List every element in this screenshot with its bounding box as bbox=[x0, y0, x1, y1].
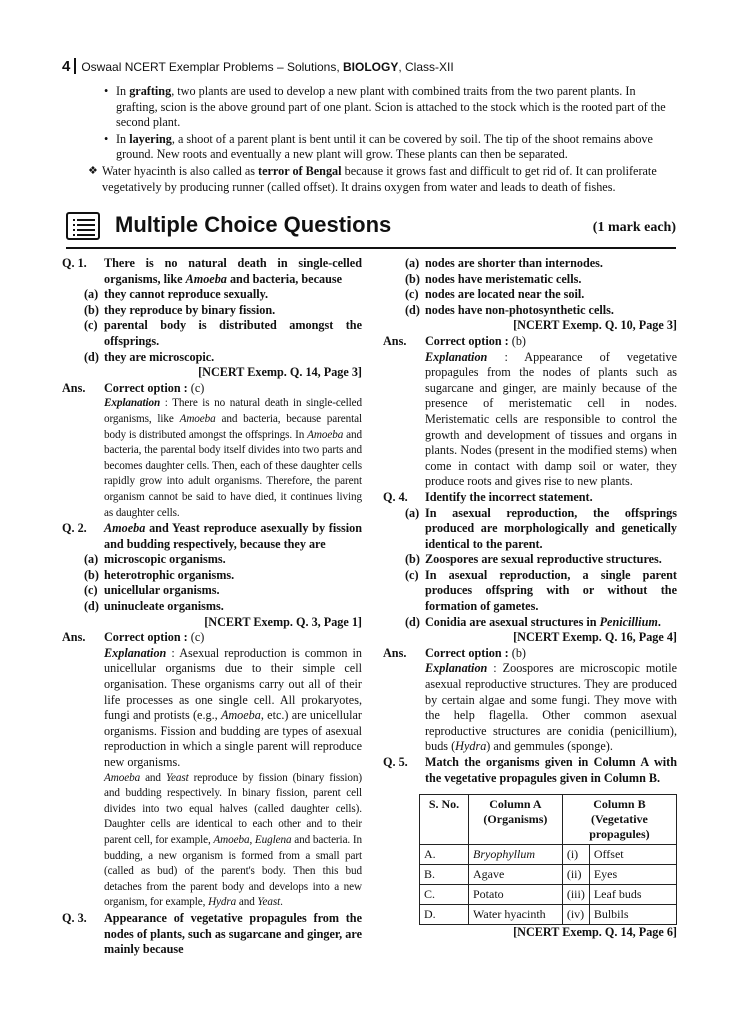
book-subject: BIOLOGY bbox=[343, 60, 399, 74]
section-marks: (1 mark each) bbox=[592, 220, 676, 235]
option-c: (c) parental body is distributed amongst the offsprings. bbox=[84, 318, 362, 348]
list-icon bbox=[66, 212, 100, 240]
question-label: Q. 5. bbox=[383, 755, 408, 769]
answer-4: Ans. Correct option : (b) bbox=[383, 645, 526, 660]
option-a: (a) microscopic organisms. bbox=[84, 552, 226, 567]
explanation-2: Explanation : Asexual reproduction is common in unicellular organisms due to their simple cell organisation. These organisms carry out all of their life processes as one single cell. All prokaryotes, fungi and protists (e.g., Amoeba, etc.) are unicellular organisms. Fission and budding are types of asexual reproduction in which a single parent will reproduce new organisms. bbox=[104, 645, 362, 769]
question-4: Q. 4. Identify the incorrect statement. bbox=[383, 489, 593, 504]
right-column bbox=[383, 256, 677, 941]
bullet-layering: • In layering, a shoot of a parent plant is bent until it can be covered by soil. The tip of the shoot remains above ground. New roots and eventually a new plant will grow. These plants can then be separated. bbox=[104, 131, 653, 162]
section-rule bbox=[66, 247, 676, 249]
correct-option-value: (c) bbox=[190, 630, 205, 645]
intro-notes bbox=[62, 84, 676, 195]
bullet-icon: • bbox=[104, 84, 109, 98]
running-header bbox=[62, 58, 454, 75]
correct-option-value: (c) bbox=[190, 380, 205, 395]
option-a: (a) they cannot reproduce sexually. bbox=[84, 287, 269, 302]
table-row: D. Water hyacinth (iv) Bulbils bbox=[420, 905, 677, 925]
header-divider bbox=[74, 58, 76, 74]
explanation-4: Explanation : Zoospores are microscopic motile asexual reproductive structures. They are produced by certain algae and some fungi. They move with the help flagella. Other common asexual reproductive structures are conidia (penicillium), buds (Hydra) and gemmules (sponge). bbox=[425, 661, 677, 754]
term-layering: layering bbox=[129, 131, 172, 146]
bullet-icon: • bbox=[104, 131, 109, 146]
question-1: Q. 1. There is no natural death in single-celled organisms, like Amoeba and bacteria, because bbox=[62, 256, 362, 286]
question-label: Q. 2. bbox=[62, 521, 87, 536]
question-2: Q. 2. Amoeba and Yeast reproduce asexually by fission and budding respectively, because they are bbox=[62, 521, 362, 551]
note-water-hyacinth: ❖ Water hyacinth is also called as terror of Bengal because it grows fast and difficult to get rid of. It can proliferate vegetatively by producing runner (called offset). It drains oxygen from water and leads to death of fishes. bbox=[88, 163, 657, 194]
option-d: (d) nodes have non-photosynthetic cells. bbox=[405, 302, 614, 317]
section-header bbox=[66, 212, 676, 244]
option-b: (b) nodes have meristematic cells. bbox=[405, 271, 582, 286]
question-label: Q. 4. bbox=[383, 489, 408, 504]
option-a: (a) nodes are shorter than internodes. bbox=[405, 256, 603, 270]
explanation-3: Explanation : Appearance of vegetative propagules from the nodes of plants such as sugarcane and ginger, are mainly because of the presence of meristematic cell in nodes. Meristematic cells are responsible to control the growth and development of tissues and organs in plants. Nodes (present in the modified stems) when come in contact with damp soil or water, they produce roots and gives rise to new plants. bbox=[425, 349, 677, 489]
reference: [NCERT Exemp. Q. 10, Page 3] bbox=[513, 318, 677, 333]
explanation-2-continued: Amoeba and Yeast reproduce by fission (binary fission) and budding respectively. In binary fission, parent cell divides into two equal halves (called daughter cells). Daughter cells are identical to each other and to their parent cell, for example, Amoeba, Euglena and bacteria. In budding, a new organism is formed from a small part (called as bud) of the parent's body. Then this bud detaches from the parent body and develops into a new organism, for example, Hydra and Yeast. bbox=[104, 771, 362, 909]
header-column-b: Column B (Vegetative propagules) bbox=[562, 795, 676, 845]
correct-option-value: (b) bbox=[511, 333, 526, 348]
table-row: B. Agave (ii) Eyes bbox=[420, 865, 677, 885]
explanation-1: Explanation : There is no natural death in single-celled organisms, like Amoeba and bacteria, because parental body is distributed amongst the offsprings. In Amoeba and bacteria, the parental body itself divides into two parts and becomes daughter cells. Then, each of these daughter cells rapidly grow into adult organisms. Therefore, the parent organism cannot be said to have died, it continues living as daughter cells. bbox=[104, 397, 362, 519]
question-3: Q. 3. Appearance of vegetative propagules from the nodes of plants, such as sugarcane and ginger, are mainly because bbox=[62, 910, 362, 957]
option-b: (b) heterotrophic organisms. bbox=[84, 567, 235, 582]
table-row: C. Potato (iii) Leaf buds bbox=[420, 885, 677, 905]
bullet-grafting: • In grafting, two plants are used to develop a new plant with combined traits from the two parent plants. In grafting, scion is the above ground part of one plant. Scion is attached to the stock which is the rooted part of the second plant. bbox=[104, 84, 666, 130]
book-class: , Class-XII bbox=[398, 60, 454, 74]
option-c: (c) unicellular organisms. bbox=[84, 583, 220, 598]
option-a: (a) In asexual reproduction, the offsprings produced are morphologically and genetically identical to the parent. bbox=[405, 505, 677, 551]
correct-option-value: (b) bbox=[511, 645, 526, 660]
table-header-row bbox=[420, 795, 677, 845]
answer-2: Ans. Correct option : (c) bbox=[62, 630, 205, 645]
table-row: A. Bryophyllum (i) Offset bbox=[420, 845, 677, 865]
option-d: (d) they are microscopic. bbox=[84, 349, 215, 364]
book-title: Oswaal NCERT Exemplar Problems – Solutions, bbox=[81, 60, 343, 74]
option-b: (b) Zoospores are sexual reproductive structures. bbox=[405, 552, 662, 567]
diamond-bullet-icon: ❖ bbox=[88, 164, 98, 177]
option-c: (c) nodes are located near the soil. bbox=[405, 287, 585, 302]
option-c: (c) In asexual reproduction, a single parent produces offspring with or without the formation of gametes. bbox=[405, 567, 677, 614]
term-grafting: grafting bbox=[129, 84, 172, 98]
header-column-a: Column A (Organisms) bbox=[469, 795, 563, 845]
option-d: (d) Conidia are asexual structures in Penicillium. bbox=[405, 614, 661, 629]
left-column bbox=[62, 256, 362, 958]
question-label: Q. 3. bbox=[62, 910, 87, 925]
answer-1: Ans. Correct option : (c) bbox=[62, 380, 205, 395]
term-terror-of-bengal: terror of Bengal bbox=[258, 163, 342, 178]
section-title: Multiple Choice Questions bbox=[115, 212, 392, 237]
reference: [NCERT Exemp. Q. 16, Page 4] bbox=[513, 630, 677, 645]
option-d: (d) uninucleate organisms. bbox=[84, 599, 224, 614]
header-sno: S. No. bbox=[420, 795, 469, 845]
reference: [NCERT Exemp. Q. 14, Page 3] bbox=[198, 365, 362, 380]
match-table bbox=[419, 794, 677, 925]
answer-3: Ans. Correct option : (b) bbox=[383, 333, 526, 348]
option-b: (b) they reproduce by binary fission. bbox=[84, 302, 276, 317]
reference: [NCERT Exemp. Q. 3, Page 1] bbox=[204, 614, 362, 629]
page-number: 4 bbox=[62, 58, 71, 75]
question-label: Q. 1. bbox=[62, 256, 87, 270]
reference: [NCERT Exemp. Q. 14, Page 6] bbox=[513, 925, 677, 940]
question-5: Q. 5. Match the organisms given in Column A with the vegetative propagules given in Column B. bbox=[383, 755, 677, 785]
